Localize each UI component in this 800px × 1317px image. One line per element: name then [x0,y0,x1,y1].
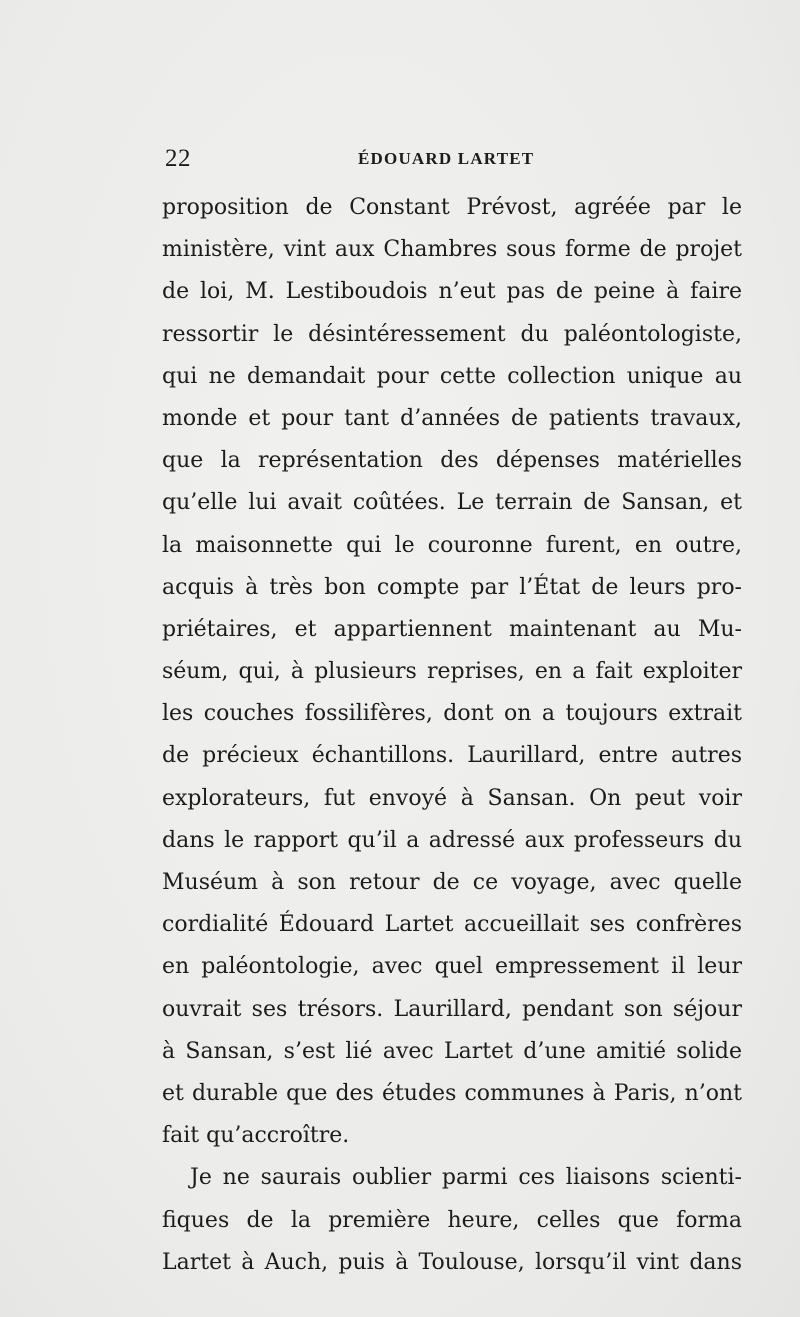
text-line: ministère, vint aux Chambres sous forme de projet [162,237,742,263]
text-line: qu’elle lui avait coûtées. Le terrain de Sansan, et [162,490,742,516]
text-line: de précieux échantillons. Laurillard, entre autres [162,743,742,769]
text-line: qui ne demandait pour cette collection unique au [162,363,742,389]
page-number: 22 [165,145,191,172]
paragraph-start-line: Je ne saurais oublier parmi ces liaisons scienti- [190,1165,742,1191]
text-line: les couches fossilifères, dont on a toujours extrait [162,701,742,727]
running-title: ÉDOUARD LARTET [358,149,535,168]
text-line: la maisonnette qui le couronne furent, en outre, [162,532,742,558]
text-line: ouvrait ses trésors. Laurillard, pendant son séjour [162,996,742,1022]
page-header [165,145,725,175]
text-line: Lartet à Auch, puis à Toulouse, lorsqu’il vint dans [162,1249,742,1275]
text-line: que la représentation des dépenses matérielles [162,448,742,474]
text-line: ressortir le désintéressement du paléontologiste, [162,321,742,347]
text-line: acquis à très bon compte par l’État de leurs pro- [162,574,742,600]
text-line: en paléontologie, avec quel empressement il leur [162,954,742,980]
text-line: priétaires, et appartiennent maintenant au Mu- [162,616,742,642]
text-line: monde et pour tant d’années de patients travaux, [162,405,742,431]
text-line: et durable que des études communes à Paris, n’ont [162,1080,742,1106]
text-line: explorateurs, fut envoyé à Sansan. On peut voir [162,785,742,811]
text-line: à Sansan, s’est lié avec Lartet d’une amitié solide [162,1038,742,1064]
text-line: de loi, M. Lestiboudois n’eut pas de peine à faire [162,279,742,305]
text-line: Muséum à son retour de ce voyage, avec quelle [162,870,742,895]
text-line: dans le rapport qu’il a adressé aux professeurs du [162,827,742,853]
text-line: séum, qui, à plusieurs reprises, en a fait exploiter [162,659,742,685]
paragraph-end-line: fait qu’accroître. [162,1123,350,1149]
text-line: cordialité Édouard Lartet accueillait ses confrères [162,912,742,938]
text-line: proposition de Constant Prévost, agréée par le [162,195,742,220]
text-line: fiques de la première heure, celles que forma [162,1207,742,1233]
body-text [162,187,742,1284]
